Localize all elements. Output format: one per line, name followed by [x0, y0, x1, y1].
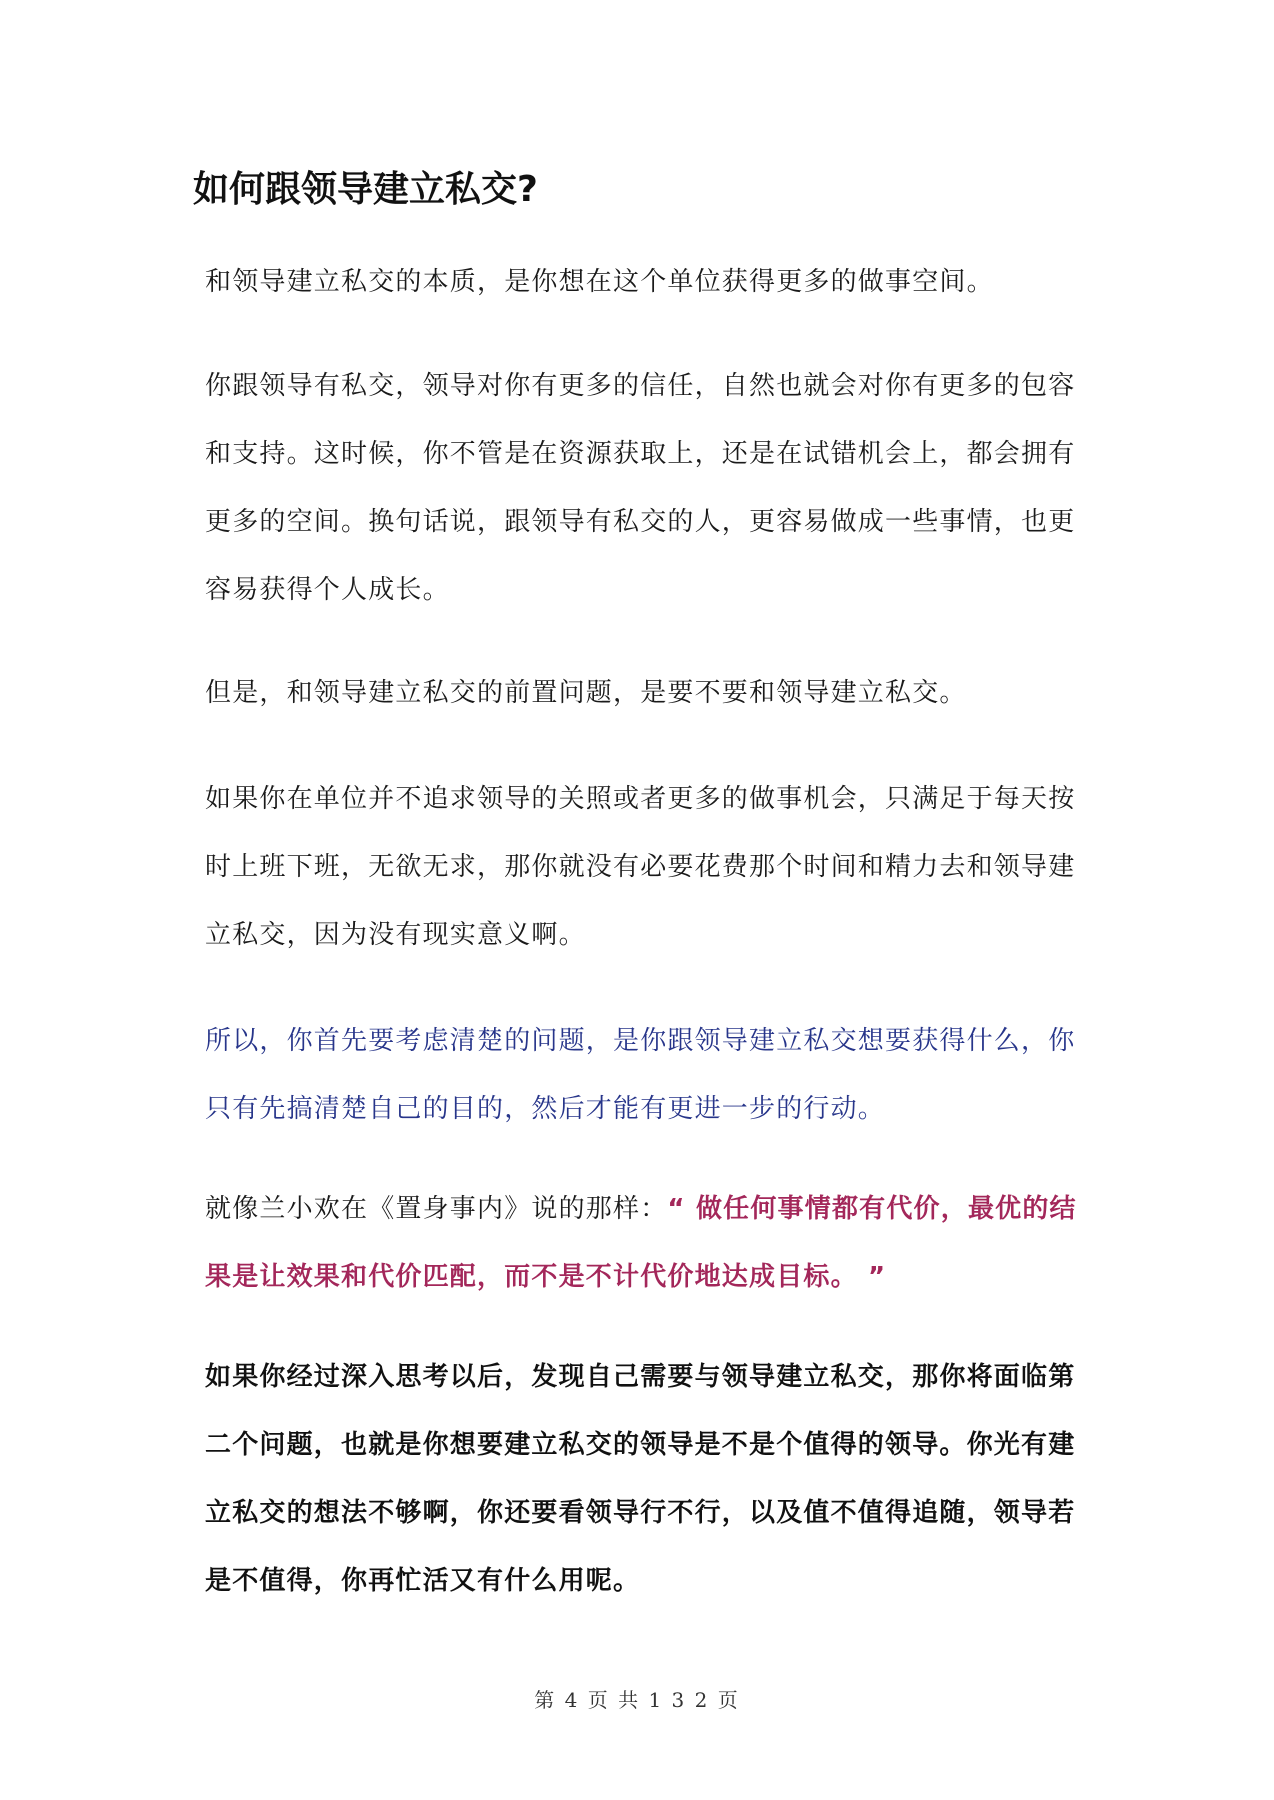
quote-line [205, 1175, 1085, 1243]
paragraph-line: 容易获得个人成长。 [205, 575, 450, 605]
quote-text: “ 做任何事情都有代价，最优的结 [667, 1194, 1077, 1224]
page-number-footer: 第 4 页 共 1 3 2 页 [534, 1688, 740, 1712]
paragraph-line: 是不值得，你再忙活又有什么用呢。 [205, 1566, 641, 1596]
paragraph-prerequisite [205, 659, 1085, 727]
paragraph-line: 立私交，因为没有现实意义啊。 [205, 920, 586, 950]
paragraph-quote [205, 1175, 1085, 1311]
paragraph-line: 二个问题，也就是你想要建立私交的领导是不是个值得的领导。你光有建 [205, 1430, 1076, 1460]
paragraph-line: 如果你在单位并不追求领导的关照或者更多的做事机会，只满足于每天按 [205, 784, 1076, 814]
quote-text: 果是让效果和代价匹配，而不是不计代价地达成目标。 ” [205, 1262, 887, 1292]
paragraph-line: 你跟领导有私交，领导对你有更多的信任，自然也就会对你有更多的包容 [205, 371, 1076, 401]
paragraph-line: 时上班下班，无欲无求，那你就没有必要花费那个时间和精力去和领导建 [205, 852, 1076, 882]
paragraph-line: 和支持。这时候，你不管是在资源获取上，还是在试错机会上，都会拥有 [205, 439, 1076, 469]
paragraph-second-question [205, 1343, 1085, 1615]
paragraph-no-need [205, 765, 1085, 969]
paragraph-highlight-blue [205, 1007, 1085, 1143]
paragraph-benefits [205, 352, 1085, 624]
page-title: 如何跟领导建立私交? [193, 169, 538, 210]
paragraph-line: 更多的空间。换句话说，跟领导有私交的人，更容易做成一些事情，也更 [205, 507, 1076, 537]
paragraph-line: 如果你经过深入思考以后，发现自己需要与领导建立私交，那你将面临第 [205, 1362, 1076, 1392]
paragraph-line: 但是，和领导建立私交的前置问题，是要不要和领导建立私交。 [205, 678, 967, 708]
paragraph-essence [205, 248, 1085, 316]
paragraph-line: 只有先搞清楚自己的目的，然后才能有更进一步的行动。 [205, 1094, 886, 1124]
paragraph-line: 和领导建立私交的本质，是你想在这个单位获得更多的做事空间。 [205, 267, 994, 297]
paragraph-line: 立私交的想法不够啊，你还要看领导行不行，以及值不值得追随，领导若 [205, 1498, 1076, 1528]
quote-intro: 就像兰小欢在《置身事内》说的那样： [205, 1194, 668, 1224]
paragraph-line: 所以，你首先要考虑清楚的问题，是你跟领导建立私交想要获得什么，你 [205, 1026, 1076, 1056]
